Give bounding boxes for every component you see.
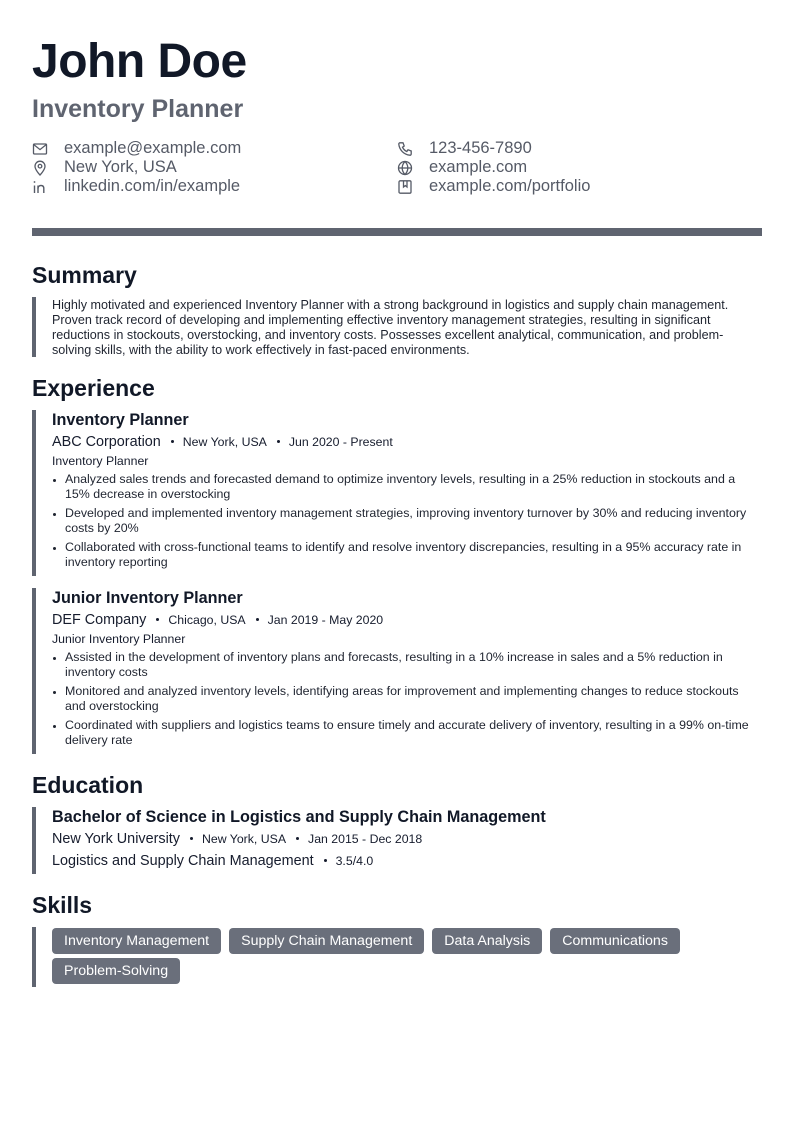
bookmark-icon	[397, 179, 413, 195]
bullet-text: Developed and implemented inventory management strategies, improving inventory turnover by 30% and reducing inventory costs by 20%	[65, 506, 747, 535]
list-item	[52, 506, 762, 536]
job-title: Junior Inventory Planner	[52, 589, 243, 607]
skills-heading: Skills	[32, 892, 93, 918]
location-text: New York, USA	[64, 158, 177, 176]
contact-portfolio[interactable]	[397, 177, 590, 196]
school-name: New York University	[52, 831, 180, 847]
bullet-dot	[53, 479, 56, 482]
separator-dot	[256, 618, 259, 621]
summary-section	[32, 297, 762, 357]
field-of-study: Logistics and Supply Chain Management	[52, 853, 314, 869]
degree-title: Bachelor of Science in Logistics and Supply Chain Management	[52, 808, 546, 826]
list-item	[52, 472, 762, 502]
job-role: Junior Inventory Planner	[52, 632, 186, 646]
bullet-text: Assisted in the development of inventory plans and forecasts, resulting in a 10% increase in sales and a 5% reduction in inventory costs	[65, 650, 723, 679]
experience-item	[32, 588, 762, 754]
bullet-text: Analyzed sales trends and forecasted demand to optimize inventory levels, resulting in a 25% reduction in stockouts and a 15% decrease in overstocking	[65, 472, 736, 501]
separator-dot	[156, 618, 159, 621]
job-meta	[52, 611, 762, 630]
job-title-headline: Inventory Planner	[32, 95, 244, 123]
phone-text: 123-456-7890	[429, 139, 532, 157]
skills-list	[52, 927, 762, 984]
email-text: example@example.com	[64, 139, 242, 157]
map-pin-icon	[32, 160, 48, 176]
linkedin-text: linkedin.com/in/example	[64, 177, 241, 195]
separator-dot	[190, 837, 193, 840]
job-dates: Jan 2019 - May 2020	[267, 613, 384, 627]
separator-dot	[171, 440, 174, 443]
gpa: 3.5/4.0	[335, 854, 374, 868]
education-heading: Education	[32, 772, 144, 798]
website-text: example.com	[429, 158, 528, 176]
contact-email[interactable]	[32, 139, 241, 158]
skill-chip: Communications	[550, 928, 680, 954]
school-location: New York, USA	[201, 832, 287, 846]
bullet-dot	[53, 657, 56, 660]
bullet-text: Coordinated with suppliers and logistics teams to ensure timely and accurate delivery of inventory, resulting in a 99% on-time delivery rate	[65, 718, 749, 747]
separator-dot	[277, 440, 280, 443]
header-divider	[32, 228, 762, 236]
bullet-dot	[53, 691, 56, 694]
bullet-dot	[53, 725, 56, 728]
summary-text: Highly motivated and experienced Inventory Planner with a strong background in logistics and supply chain management. Proven track record of developing and implementing effective inventory management strategies, resulting in significant reductions in stockouts, overstocking, and inventory costs. Possesses excellent analytical, communication, and problem-solving skills, with the ability to work effectively in fast-paced environments.	[52, 298, 729, 357]
bullet-text: Collaborated with cross-functional teams to identify and resolve inventory discrepancies, resulting in a 95% accuracy rate in inventory reporting	[65, 540, 742, 569]
job-bullets	[52, 472, 762, 570]
job-bullets	[52, 650, 762, 748]
bullet-dot	[53, 547, 56, 550]
experience-heading: Experience	[32, 375, 155, 401]
bullet-dot	[53, 513, 56, 516]
list-item	[52, 650, 762, 680]
skill-chip: Data Analysis	[432, 928, 542, 954]
separator-dot	[296, 837, 299, 840]
job-meta	[52, 433, 762, 452]
contact-phone[interactable]	[397, 139, 532, 158]
list-item	[52, 540, 762, 570]
phone-icon	[397, 141, 413, 157]
mail-icon	[32, 141, 48, 157]
job-location: Chicago, USA	[168, 613, 246, 627]
skill-chip: Inventory Management	[52, 928, 221, 954]
job-dates: Jun 2020 - Present	[288, 435, 393, 449]
candidate-name: John Doe	[32, 35, 247, 88]
company-name: ABC Corporation	[52, 434, 161, 450]
contact-website[interactable]	[397, 158, 527, 177]
job-role: Inventory Planner	[52, 454, 149, 468]
list-item	[52, 684, 762, 714]
experience-item	[32, 410, 762, 576]
education-dates: Jan 2015 - Dec 2018	[308, 832, 423, 846]
skill-chip: Problem-Solving	[52, 958, 180, 984]
job-title: Inventory Planner	[52, 411, 189, 429]
portfolio-text: example.com/portfolio	[429, 177, 591, 195]
company-name: DEF Company	[52, 612, 147, 628]
linkedin-icon	[32, 179, 48, 195]
list-item	[52, 718, 762, 748]
job-location: New York, USA	[182, 435, 267, 449]
summary-heading: Summary	[32, 262, 137, 288]
education-field-row	[52, 852, 762, 871]
skill-chip: Supply Chain Management	[229, 928, 424, 954]
separator-dot	[324, 859, 327, 862]
bullet-text: Monitored and analyzed inventory levels, identifying areas for improvement and implementing changes to reduce stockouts and overstocking	[65, 684, 739, 713]
globe-icon	[397, 160, 413, 176]
contact-linkedin[interactable]	[32, 177, 240, 196]
education-item	[32, 807, 762, 874]
education-meta	[52, 830, 762, 849]
contact-location	[32, 158, 177, 177]
skills-section	[32, 927, 762, 987]
